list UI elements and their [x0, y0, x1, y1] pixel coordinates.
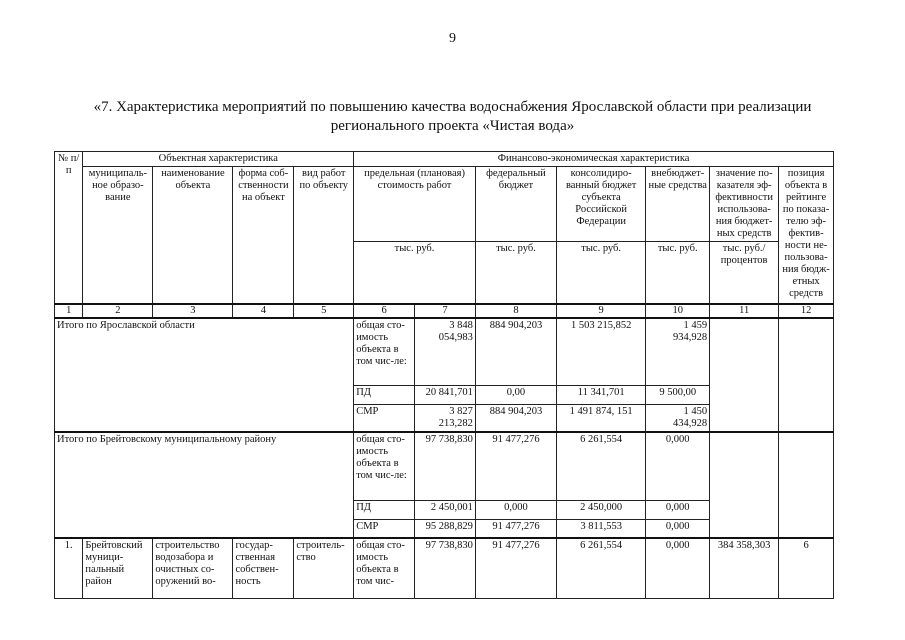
rating-empty [779, 432, 834, 538]
header-rating: позиция объекта в рейтинге по показа-телю эф-фектив-ности не-пользова-ния бюдж-етных средств [779, 167, 834, 304]
total-region-general-row [55, 318, 834, 386]
extra-value: 0,000 [646, 432, 710, 500]
total-cost-value: 20 841,701 [415, 386, 476, 405]
header-group-row [55, 152, 834, 167]
column-number: 2 [83, 304, 153, 318]
total-cost-value: 95 288,829 [415, 519, 476, 538]
row-consolidated: 6 261,554 [557, 538, 646, 598]
row-municipality: Брейтовский муници-пальный район [83, 538, 153, 598]
extra-value: 0,000 [646, 519, 710, 538]
general-cost-label: общая сто-имость объекта в том чис-ле: [354, 432, 415, 500]
column-numbers-row [55, 304, 834, 318]
row-number: 1. [55, 538, 83, 598]
row-total-cost: 97 738,830 [415, 538, 476, 598]
extra-value: 1 459 934,928 [646, 318, 710, 386]
document-title [60, 98, 845, 136]
rating-empty [779, 318, 834, 433]
consolidated-value: 1 503 215,852 [557, 318, 646, 386]
total-district-label: Итого по Брейтовскому муниципальному району [55, 432, 354, 538]
unit-indicator: тыс. руб./ процентов [710, 242, 779, 304]
page-number: 9 [449, 31, 456, 46]
header-num: № п/п [55, 152, 83, 304]
federal-value: 884 904,203 [475, 405, 556, 433]
column-number: 5 [294, 304, 354, 318]
column-number: 4 [233, 304, 294, 318]
consolidated-value: 3 811,553 [557, 519, 646, 538]
indicator-empty [710, 318, 779, 433]
table-row [55, 538, 834, 598]
smr-label: СМР [354, 405, 415, 433]
column-number: 11 [710, 304, 779, 318]
pd-label: ПД [354, 386, 415, 405]
header-object-name: наименование объекта [153, 167, 233, 304]
indicator-empty [710, 432, 779, 538]
column-number: 12 [779, 304, 834, 318]
column-number: 6 [354, 304, 415, 318]
row-ownership: государ-ственная собствен-ность [233, 538, 294, 598]
header-federal: федеральный бюджет [475, 167, 556, 242]
row-object-name: строительство водозабора и очистных со-оружений во- [153, 538, 233, 598]
consolidated-value: 6 261,554 [557, 432, 646, 500]
column-number: 8 [475, 304, 556, 318]
consolidated-value: 11 341,701 [557, 386, 646, 405]
unit-consolidated: тыс. руб. [557, 242, 646, 304]
header-indicator: значение по-казателя эф-фективности использова-ния бюджет-ных средств [710, 167, 779, 242]
row-general-label: общая сто-имость объекта в том чис- [354, 538, 415, 598]
total-cost-value: 3 827 213,282 [415, 405, 476, 433]
total-district-general-row [55, 432, 834, 500]
unit-federal: тыс. руб. [475, 242, 556, 304]
header-municipality: муниципаль-ное образо-вание [83, 167, 153, 304]
header-max-cost: предельная (плановая) стоимость работ [354, 167, 476, 242]
total-cost-value: 3 848 054,983 [415, 318, 476, 386]
measures-table [54, 151, 834, 599]
pd-label: ПД [354, 500, 415, 519]
consolidated-value: 2 450,000 [557, 500, 646, 519]
title-line-2: регионального проекта «Чистая вода» [330, 118, 575, 134]
unit-max-cost: тыс. руб. [354, 242, 476, 304]
column-number: 1 [55, 304, 83, 318]
extra-value: 0,000 [646, 500, 710, 519]
header-ownership: форма соб-ственности на объект [233, 167, 294, 304]
unit-extra: тыс. руб. [646, 242, 710, 304]
header-work-type: вид работ по объекту [294, 167, 354, 304]
federal-value: 0,000 [475, 500, 556, 519]
header-columns-row [55, 167, 834, 242]
row-indicator: 384 358,303 [710, 538, 779, 598]
total-region-label: Итого по Ярославской области [55, 318, 354, 433]
column-number: 10 [646, 304, 710, 318]
header-object-group: Объектная характеристика [83, 152, 354, 167]
federal-value: 91 477,276 [475, 519, 556, 538]
total-cost-value: 2 450,001 [415, 500, 476, 519]
general-cost-label: общая сто-имость объекта в том чис-ле: [354, 318, 415, 386]
federal-value: 91 477,276 [475, 432, 556, 500]
federal-value: 884 904,203 [475, 318, 556, 386]
header-extra: внебюджет-ные средства [646, 167, 710, 242]
header-consolidated: консолидиро-ванный бюджет субъекта Российской Федерации [557, 167, 646, 242]
total-cost-value: 97 738,830 [415, 432, 476, 500]
row-extra: 0,000 [646, 538, 710, 598]
column-number: 3 [153, 304, 233, 318]
federal-value: 0,00 [475, 386, 556, 405]
row-rating: 6 [779, 538, 834, 598]
extra-value: 1 450 434,928 [646, 405, 710, 433]
column-number: 9 [557, 304, 646, 318]
row-federal: 91 477,276 [475, 538, 556, 598]
header-finance-group: Финансово-экономическая характеристика [354, 152, 834, 167]
title-line-1: «7. Характеристика мероприятий по повышению качества водоснабжения Ярославской области при реализации [93, 99, 812, 115]
row-work-type: строитель-ство [294, 538, 354, 598]
extra-value: 9 500,00 [646, 386, 710, 405]
column-number: 7 [415, 304, 476, 318]
consolidated-value: 1 491 874, 151 [557, 405, 646, 433]
smr-label: СМР [354, 519, 415, 538]
